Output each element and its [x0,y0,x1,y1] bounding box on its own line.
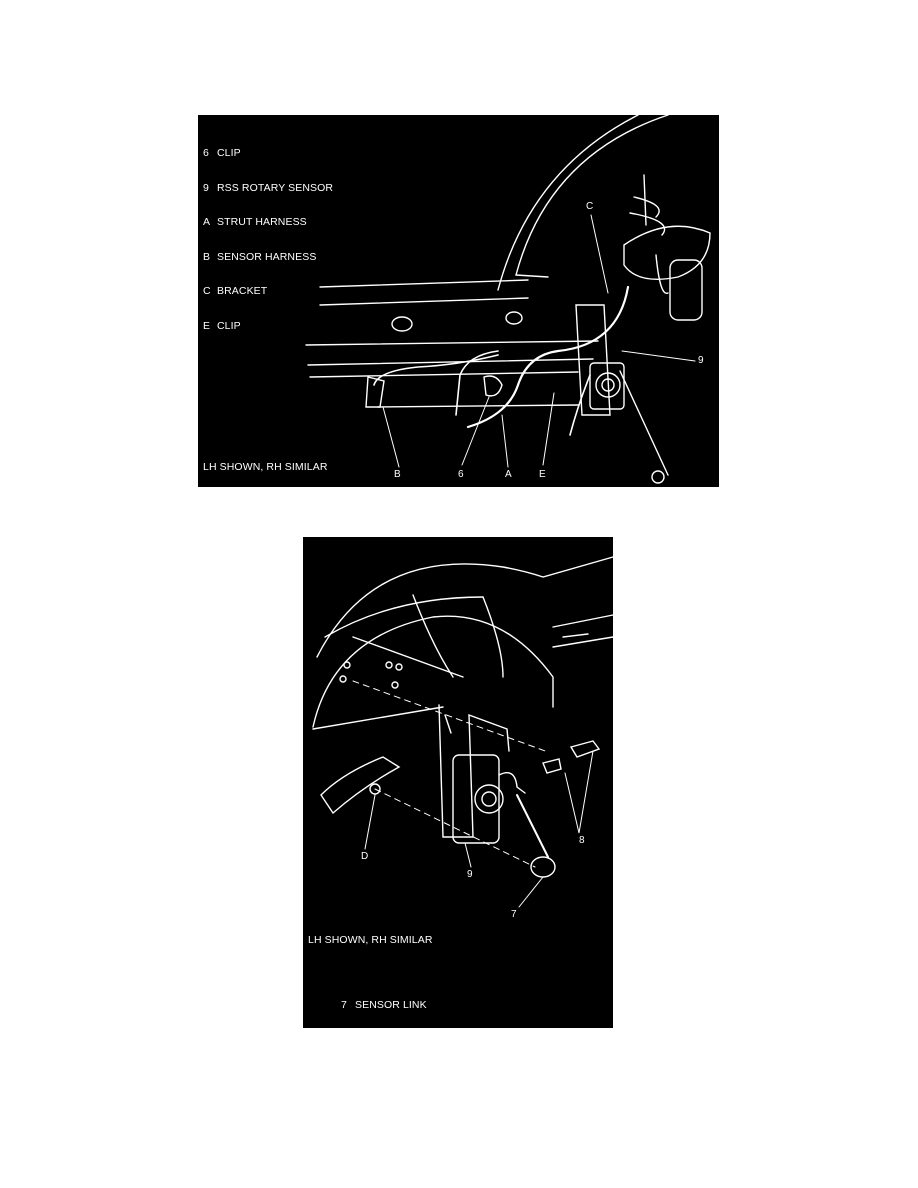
callout-c: C [586,201,594,212]
callout-6: 6 [458,469,464,480]
figure-rotary-sensor-mounting [303,537,613,1115]
callout-a: A [505,469,512,480]
figure2-legend [341,977,484,1138]
callout-e: E [539,469,546,480]
legend-item: 8 SCREW 10 N•m (7.4 lb. ft.) [341,1033,485,1046]
callout-9: 9 [698,355,704,366]
figure2-illustration [303,537,613,1028]
legend-item: A STRUT HARNESS [203,216,307,228]
legend-item: 6 CLIP [203,147,241,159]
legend-item: E CLIP [203,319,241,332]
callout-d: D [361,851,369,862]
legend-item: B SENSOR HARNESS [203,250,317,263]
legend-item: 9 RSS ROTARY SENSOR [203,181,334,194]
callout-b: B [394,469,401,480]
callout-8: 8 [579,835,585,846]
callout-7: 7 [511,909,517,920]
legend-item: D BALL STUD [341,1102,413,1115]
legend-item: 7 SENSOR LINK [341,999,427,1011]
figure-strut-harness-routing [198,115,719,487]
figure2-caption: LH SHOWN, RH SIMILAR [308,934,433,946]
legend-item: 9 RSS ROTARY SENSOR [341,1068,472,1080]
figure1-caption: LH SHOWN, RH SIMILAR [203,461,328,473]
legend-item: C BRACKET [203,285,268,297]
figure1-legend [203,125,333,355]
callout-9: 9 [467,869,473,880]
